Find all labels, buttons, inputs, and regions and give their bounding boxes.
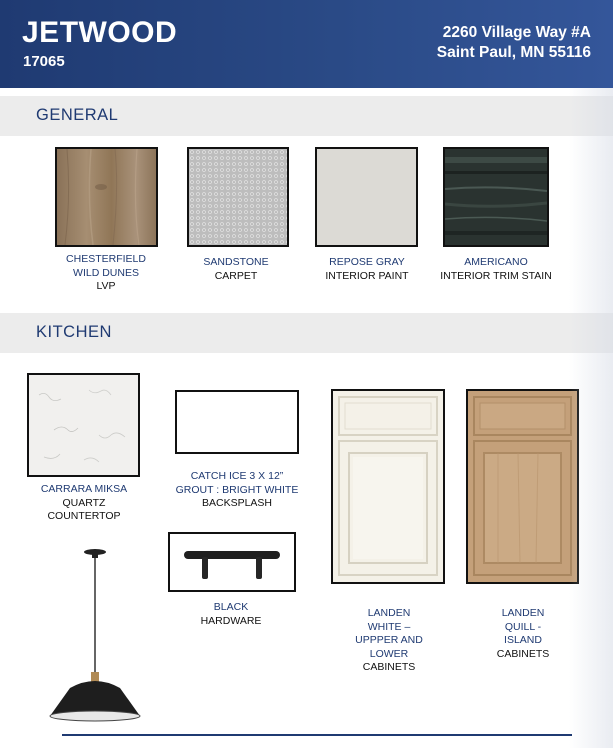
material-name: BLACK [213,601,249,613]
material-name: CARRARA MIKSA [40,483,128,495]
caption-hardware [171,601,291,628]
pull-handle-icon [170,534,294,590]
swatch-cabinet-white [331,389,445,584]
header-banner [0,0,613,88]
material-type: INTERIOR TRIM STAIN [440,269,552,282]
material-name: CATCH ICE 3 X 12” [190,470,284,482]
caption-paint [306,256,428,283]
material-type: LVP [96,280,116,292]
material-name: ISLAND [504,634,542,646]
swatch-backsplash [175,390,299,454]
material-name: REPOSE GRAY [329,256,405,268]
caption-countertop [24,483,144,524]
caption-lvp [46,253,166,294]
swatch-cabinet-island [466,389,579,584]
swatch-countertop [27,373,140,477]
pendant-light-image [40,546,148,728]
caption-cabinet-white [330,607,448,675]
material-type: CABINETS [362,661,416,673]
material-name: WILD DUNES [73,266,139,279]
material-type: BACKSPLASH [201,497,273,509]
material-name: GROUT : BRIGHT WHITE [175,483,299,496]
material-type: CABINETS [496,647,550,660]
page-edge-shadow [569,88,613,748]
pendant-light-icon [40,546,148,728]
material-type: COUNTERTOP [47,510,121,522]
material-name: AMERICANO [464,256,528,268]
caption-backsplash [163,470,311,511]
swatch-carpet [187,147,289,247]
material-name: WHITE – [367,620,411,633]
section-general [0,96,613,136]
material-type: HARDWARE [200,614,262,627]
material-type: INTERIOR PAINT [325,269,409,282]
swatch-trim-stain [443,147,549,247]
material-name: UPPPER AND [355,634,423,646]
material-name: LANDEN [501,607,545,619]
caption-cabinet-island [464,607,582,661]
caption-carpet [176,256,296,283]
swatch-lvp [55,147,158,247]
material-name: LANDEN [367,607,411,619]
swatch-paint [315,147,418,247]
footer-divider [62,734,572,736]
caption-trim-stain [436,256,556,283]
address-line2: Saint Paul, MN 55116 [436,44,591,61]
address-line1: 2260 Village Way #A [442,24,591,41]
plan-name: JETWOOD [22,16,178,49]
section-kitchen [0,313,613,353]
section-title-general: GENERAL [36,106,119,124]
material-name: SANDSTONE [203,256,269,268]
material-type: QUARTZ [62,496,106,509]
material-type: CARPET [214,269,258,282]
material-name: LOWER [369,647,409,660]
material-name: CHESTERFIELD [66,253,146,265]
section-title-kitchen: KITCHEN [36,323,112,341]
material-name: QUILL - [504,620,542,633]
swatch-hardware [168,532,296,592]
plan-number: 17065 [23,53,65,70]
